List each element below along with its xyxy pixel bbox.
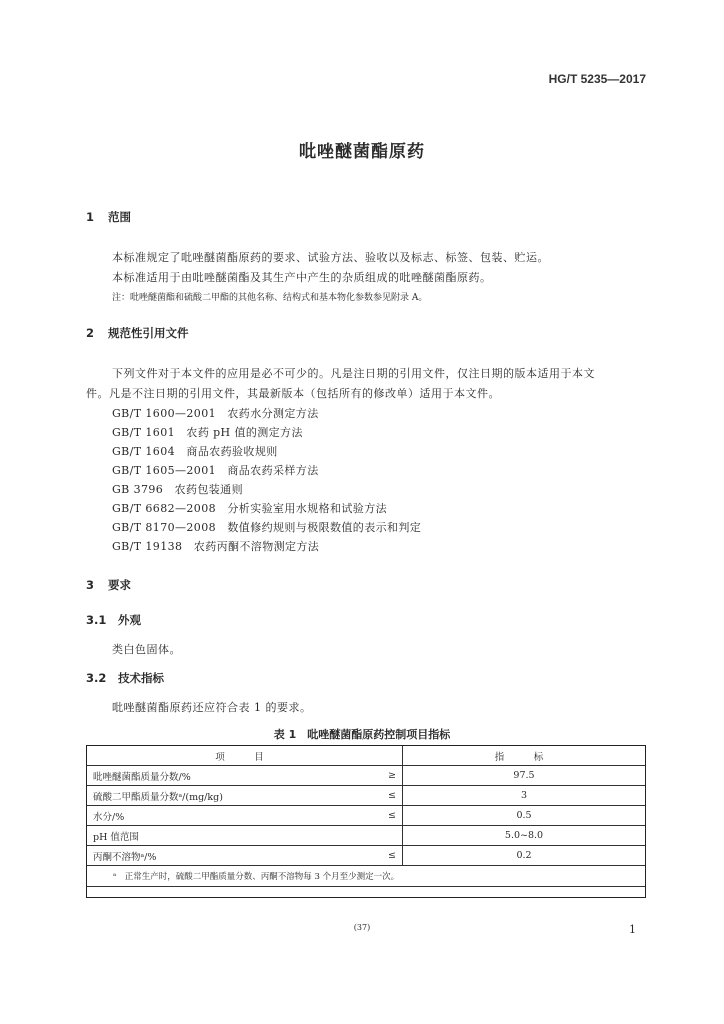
table-row bbox=[87, 846, 646, 866]
reference-title: 商品农药采样方法 bbox=[227, 464, 319, 477]
reference-item bbox=[112, 462, 319, 478]
section-title: 规范性引用文件 bbox=[108, 326, 189, 340]
table-footnote: ᵃ 正常生产时，硫酸二甲酯质量分数、丙酮不溶物每 3 个月至少测定一次。 bbox=[87, 866, 646, 887]
row-item: pH 值范围 bbox=[87, 826, 371, 846]
section-number: 1 bbox=[86, 210, 95, 224]
table-row bbox=[87, 766, 646, 786]
reference-code: GB/T 19138 bbox=[112, 540, 183, 553]
reference-title: 商品农药验收规则 bbox=[186, 445, 278, 458]
column-header-item: 项 目 bbox=[87, 746, 403, 766]
row-item: 吡唑醚菌酯质量分数/% bbox=[87, 766, 371, 786]
section-number: 2 bbox=[86, 326, 95, 340]
row-item: 水分/% bbox=[87, 806, 371, 826]
table-header-row bbox=[87, 746, 646, 766]
section-2-heading bbox=[86, 325, 189, 341]
document-title: 吡唑醚菌酯原药 bbox=[299, 142, 425, 162]
row-operator: ≤ bbox=[370, 846, 403, 866]
reference-code: GB 3796 bbox=[112, 483, 164, 496]
page-number: 1 bbox=[629, 923, 636, 936]
section-number: 3.1 bbox=[86, 613, 107, 627]
section-title: 要求 bbox=[108, 578, 131, 592]
row-operator: ≤ bbox=[370, 806, 403, 826]
table-row bbox=[87, 806, 646, 826]
section-title: 外观 bbox=[118, 613, 141, 627]
section-number: 3 bbox=[86, 578, 95, 592]
reference-title: 农药包装通则 bbox=[174, 483, 243, 496]
refs-intro-line-1: 下列文件对于本文件的应用是必不可少的。凡是注日期的引用文件，仅注日期的版本适用于本文 bbox=[112, 367, 595, 380]
column-header-value: 指 标 bbox=[403, 746, 646, 766]
table-footnote-row bbox=[87, 866, 646, 887]
reference-item bbox=[112, 424, 303, 440]
reference-code: GB/T 1600—2001 bbox=[112, 407, 216, 420]
spec-table bbox=[86, 745, 646, 887]
table-row bbox=[87, 826, 646, 846]
row-value: 0.5 bbox=[403, 806, 646, 826]
reference-item bbox=[112, 500, 387, 516]
reference-title: 农药丙酮不溶物测定方法 bbox=[193, 540, 320, 553]
row-value: 5.0~8.0 bbox=[403, 826, 646, 846]
scope-paragraph-2: 本标准适用于由吡唑醚菌酯及其生产中产生的杂质组成的吡唑醚菌酯原药。 bbox=[112, 271, 492, 284]
page-code: (37) bbox=[353, 923, 371, 932]
spec-intro-text: 吡唑醚菌酯原药还应符合表 1 的要求。 bbox=[112, 701, 312, 714]
row-value: 97.5 bbox=[403, 766, 646, 786]
reference-title: 农药 pH 值的测定方法 bbox=[186, 426, 303, 439]
row-operator: ≤ bbox=[370, 786, 403, 806]
reference-item bbox=[112, 519, 421, 535]
reference-code: GB/T 1605—2001 bbox=[112, 464, 216, 477]
row-item: 硫酸二甲酯质量分数ᵃ/(mg/kg) bbox=[87, 786, 371, 806]
standard-number: HG/T 5235—2017 bbox=[548, 72, 646, 86]
section-3-1-heading bbox=[86, 612, 141, 628]
row-value: 3 bbox=[403, 786, 646, 806]
section-3-2-heading bbox=[86, 670, 164, 686]
reference-title: 分析实验室用水规格和试验方法 bbox=[227, 502, 388, 515]
section-title: 技术指标 bbox=[118, 671, 164, 685]
row-operator: ≥ bbox=[370, 766, 403, 786]
reference-item bbox=[112, 481, 243, 497]
scope-paragraph-1: 本标准规定了吡唑醚菌酯原药的要求、试验方法、验收以及标志、标签、包装、贮运。 bbox=[112, 251, 549, 264]
row-operator bbox=[370, 826, 403, 846]
appearance-text: 类白色固体。 bbox=[112, 643, 181, 656]
reference-item bbox=[112, 538, 319, 554]
row-value: 0.2 bbox=[403, 846, 646, 866]
reference-code: GB/T 1601 bbox=[112, 426, 176, 439]
reference-item bbox=[112, 405, 319, 421]
reference-code: GB/T 1604 bbox=[112, 445, 176, 458]
reference-item bbox=[112, 443, 278, 459]
section-number: 3.2 bbox=[86, 671, 107, 685]
table-caption: 表 1 吡唑醚菌酯原药控制项目指标 bbox=[273, 728, 451, 741]
row-item: 丙酮不溶物ᵃ/% bbox=[87, 846, 371, 866]
reference-title: 数值修约规则与极限数值的表示和判定 bbox=[227, 521, 422, 534]
reference-title: 农药水分测定方法 bbox=[227, 407, 319, 420]
section-1-heading bbox=[86, 209, 131, 225]
scope-note: 注：吡唑醚菌酯和硫酸二甲酯的其他名称、结构式和基本物化参数参见附录 A。 bbox=[112, 293, 428, 303]
reference-code: GB/T 6682—2008 bbox=[112, 502, 216, 515]
section-3-heading bbox=[86, 577, 131, 593]
table-row bbox=[87, 786, 646, 806]
section-title: 范围 bbox=[108, 210, 131, 224]
reference-code: GB/T 8170—2008 bbox=[112, 521, 216, 534]
refs-intro-line-2: 件。凡是不注日期的引用文件，其最新版本（包括所有的修改单）适用于本文件。 bbox=[86, 387, 500, 400]
